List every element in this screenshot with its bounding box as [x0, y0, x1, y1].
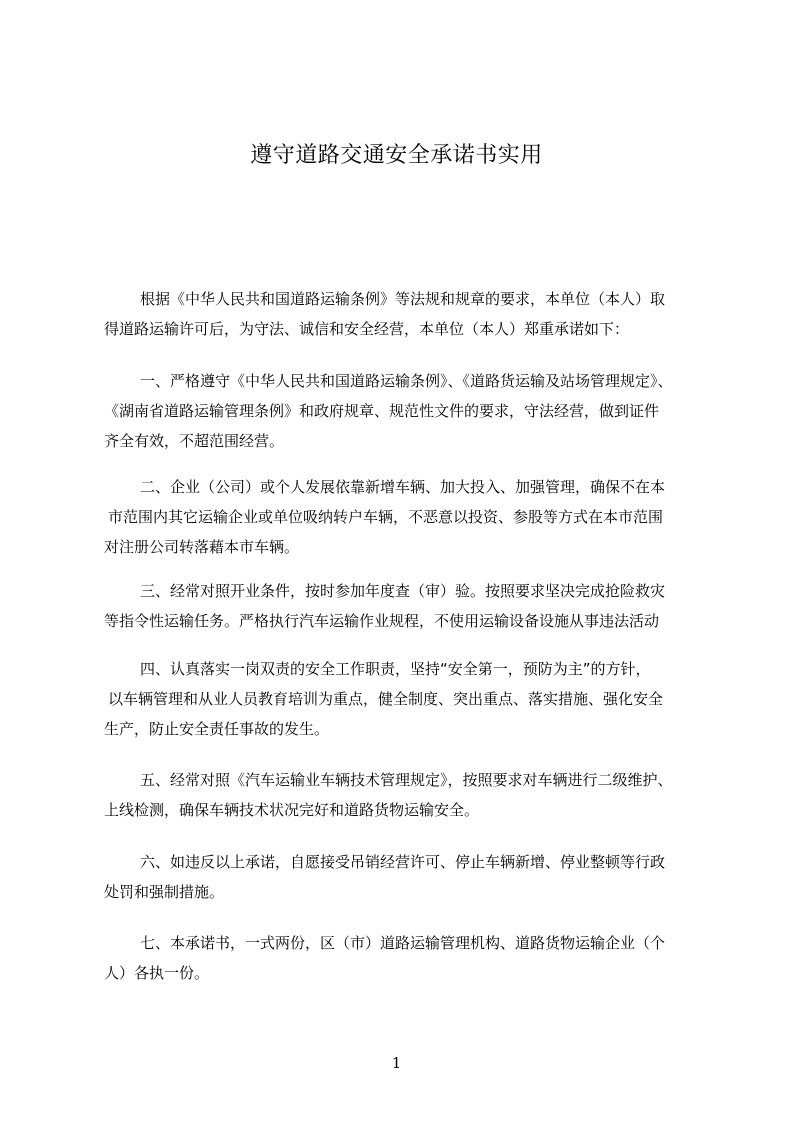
- paragraph-clause-7: [104, 928, 704, 988]
- paragraph-line: 三、经常对照开业条件，按时参加年度查（审）验。按照要求坚决完成抢险救灾: [140, 582, 666, 600]
- paragraph-line: 一、严格遵守《中华人民共和国道路运输条例》、《道路货运输及站场管理规定》、: [140, 372, 673, 390]
- paragraph-clause-4: [104, 654, 704, 744]
- paragraph-line: 七、本承诺书，一式两份，区（市）道路运输管理机构、道路货物运输企业（个: [140, 934, 666, 952]
- paragraph-line: 四、认真落实一岗双责的安全工作职责，坚持“安全第一，预防为主”的方针，: [140, 660, 651, 678]
- paragraph-clause-6: [104, 847, 704, 907]
- paragraph-line: 六、如违反以上承诺，自愿接受吊销经营许可、停止车辆新增、停业整顿等行政: [140, 853, 666, 871]
- paragraph-line: 人）各执一份。: [104, 964, 210, 982]
- paragraph-line: 生产，防止安全责任事故的发生。: [104, 720, 330, 738]
- paragraph-line: 以车辆管理和从业人员教育培训为重点，健全制度、突出重点、落实措施、强化安全: [108, 690, 664, 708]
- page-number: 1: [391, 1054, 402, 1072]
- paragraph-line: 对注册公司转落藉本市车辆。: [104, 538, 300, 556]
- paragraph-line: 五、经常对照《汽车运输业车辆技术管理规定》，按照要求对车辆进行二级维护、: [140, 771, 673, 789]
- paragraph-clause-1: [104, 366, 704, 456]
- paragraph-line: 上线检测，确保车辆技术状况完好和道路货物运输安全。: [104, 801, 480, 819]
- paragraph-clause-5: [104, 765, 704, 825]
- paragraph-line: 二、企业（公司）或个人发展依靠新增车辆、加大投入、加强管理，确保不在本: [140, 478, 666, 496]
- paragraph-line: 根据《中华人民共和国道路运输条例》等法规和规章的要求，本单位（本人）取: [140, 290, 666, 308]
- document-title: 遵守道路交通安全承诺书实用: [250, 143, 543, 168]
- paragraph-clause-3: [104, 576, 704, 636]
- paragraph-line: 得道路运输许可后，为守法、诚信和安全经营，本单位（本人）郑重承诺如下：: [104, 320, 630, 338]
- paragraph-line: 《湖南省道路运输管理条例》和政府规章、规范性文件的要求，守法经营，做到证件: [104, 402, 660, 420]
- paragraph-line: 处罚和强制措施。: [104, 883, 225, 901]
- paragraph-clause-2: [104, 472, 704, 562]
- paragraph-intro: [104, 284, 704, 344]
- paragraph-line: 齐全有效，不超范围经营。: [104, 432, 285, 450]
- paragraph-line: 等指令性运输任务。严格执行汽车运输作业规程，不使用运输设备设施从事违法活动: [104, 612, 660, 630]
- paragraph-line: 市范围内其它运输企业或单位吸纳转户车辆，不恶意以投资、参股等方式在本市范围: [108, 508, 664, 526]
